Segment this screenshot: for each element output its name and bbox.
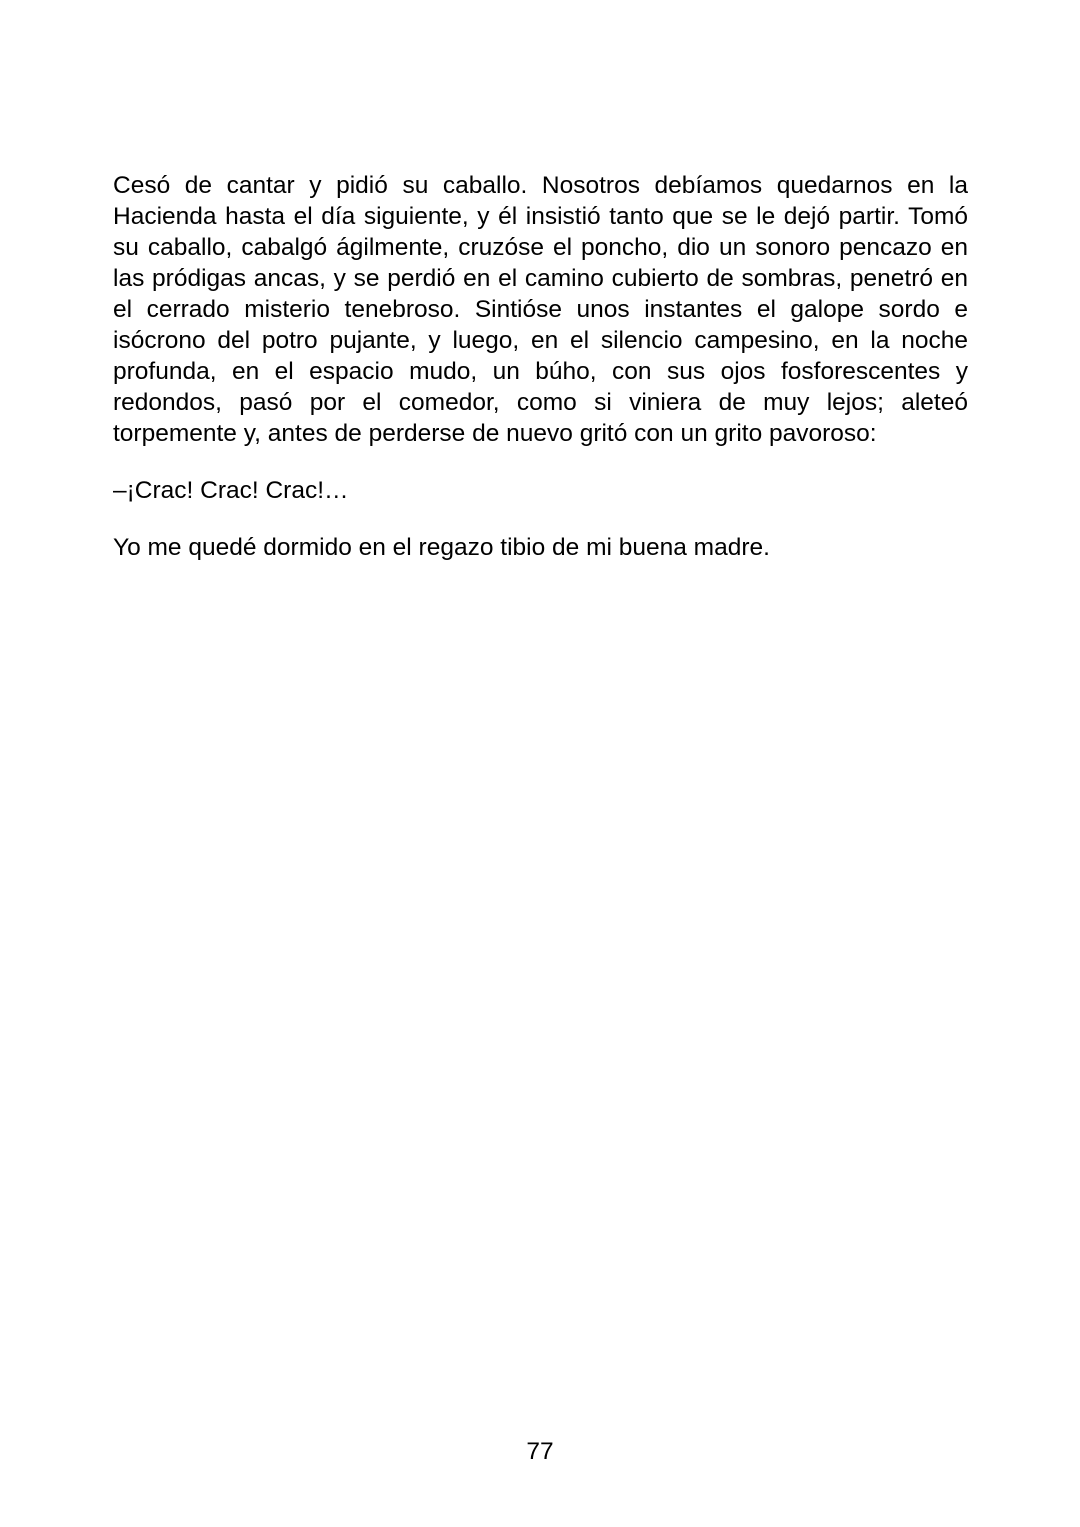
page-number: 77 (526, 1438, 554, 1465)
body-text (113, 170, 968, 589)
paragraph-owl-cry: –¡Crac! Crac! Crac!… (113, 477, 349, 504)
paragraph-narration: Cesó de cantar y pidió su caballo. Nosotros debíamos quedarnos en la Hacienda hasta el día siguiente, y él insistió tanto que se le dejó partir. Tomó su caballo, cabalgó ágilmente, cruzóse el poncho, dio un sonoro pencazo en las pródigas ancas, y se perdió en el camino cubierto de sombras, penetró en el cerrado misterio tenebroso. Sintióse unos instantes el galope sordo e isócrono del potro pujante, y luego, en el silencio campesino, en la noche profunda, en el espacio mudo, un búho, con sus ojos fosforescentes y redondos, pasó por el comedor, como si viniera de muy lejos; aleteó torpemente y, antes de perderse de nuevo gritó con un grito pavoroso: (113, 172, 968, 447)
paragraph-closing: Yo me quedé dormido en el regazo tibio de mi buena madre. (113, 534, 770, 561)
